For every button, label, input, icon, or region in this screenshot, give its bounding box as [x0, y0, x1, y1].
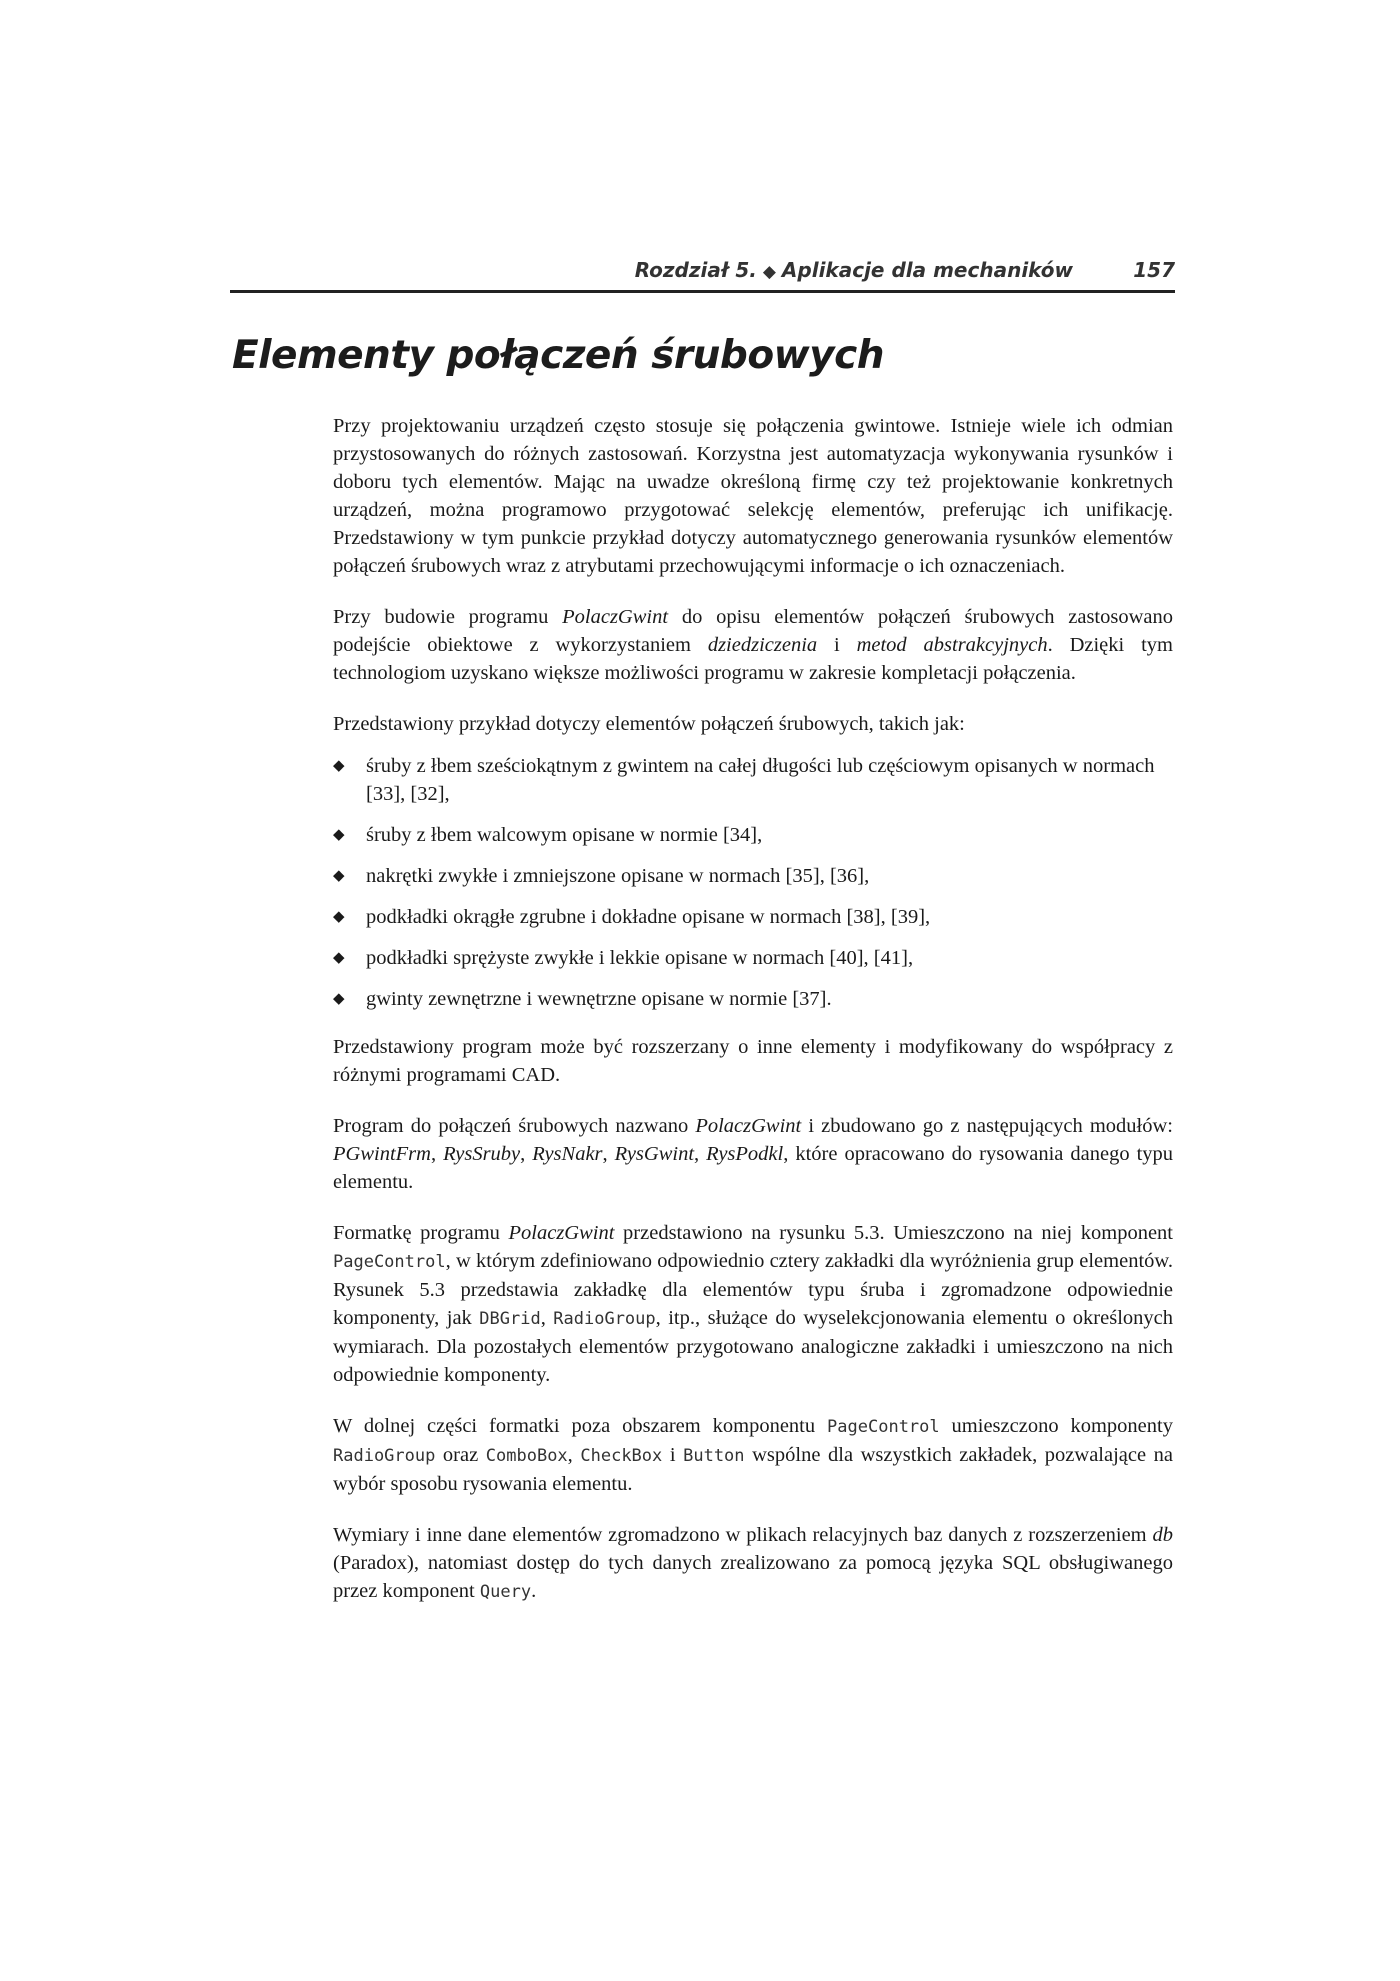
- text-run: i zbudowano go z następujących modułów:: [801, 1115, 1173, 1137]
- code-component-name: Query: [479, 1582, 532, 1602]
- emphasis-module-name: RysNakr: [532, 1143, 603, 1165]
- list-item-text: podkładki sprężyste zwykłe i lekkie opisane w normach [40], [41],: [366, 947, 914, 969]
- emphasis-extension: db: [1152, 1524, 1173, 1546]
- text-run: , które opracowano do rysowania danego typu elementu.: [333, 1143, 1174, 1193]
- list-item: [333, 903, 1173, 931]
- list-item-text: podkładki okrągłe zgrubne i dokładne opisane w normach [38], [39],: [366, 906, 931, 928]
- chapter-heading: [635, 258, 1073, 282]
- list-item-text: nakrętki zwykłe i zmniejszone opisane w normach [35], [36],: [366, 865, 870, 887]
- list-item-text: gwinty zewnętrzne i wewnętrzne opisane w normie [37].: [366, 988, 832, 1010]
- elements-list: [333, 752, 1173, 1013]
- paragraph-modules: [333, 1112, 1173, 1196]
- running-header: [230, 256, 1175, 293]
- text-run: W dolnej części formatki poza obszarem komponentu: [333, 1415, 828, 1437]
- text-run: ,: [540, 1307, 554, 1329]
- diamond-bullet-icon: ◆: [333, 827, 345, 843]
- text-run: ,: [694, 1143, 707, 1165]
- text-run: , w którym zdefiniowano odpowiednio cztery zakładki dla wyróżnienia grup elementów. Rysunek 5.3 przedstawia zakładkę dla elementów typu śruba i zgromadzone odpowiednie komponenty, jak: [333, 1250, 1173, 1329]
- chapter-title: Aplikacje dla mechaników: [781, 258, 1073, 282]
- text-run: oraz: [435, 1444, 486, 1466]
- page-number: 157: [1133, 258, 1175, 282]
- text-run: i: [817, 634, 857, 656]
- list-item-text: śruby z łbem walcowym opisane w normie [34],: [366, 824, 763, 846]
- text-run: przedstawiono na rysunku 5.3. Umieszczono na niej komponent: [614, 1222, 1173, 1244]
- code-component-name: RadioGroup: [553, 1309, 656, 1329]
- section-title: Elementy połączeń śrubowych: [232, 333, 884, 378]
- diamond-bullet-icon: ◆: [333, 950, 345, 966]
- text-run: ,: [430, 1143, 444, 1165]
- paragraph-program-design: [333, 603, 1173, 687]
- text-run: ,: [567, 1444, 581, 1466]
- paragraph-database: [333, 1521, 1173, 1606]
- list-item: [333, 944, 1173, 972]
- text-run: (Paradox), natomiast dostęp do tych danych zrealizowano za pomocą języka SQL obsługiwanego przez komponent: [333, 1552, 1173, 1602]
- emphasis-module-name: PGwintFrm: [333, 1143, 431, 1165]
- emphasis-module-name: RysPodkl: [706, 1143, 784, 1165]
- text-run: do opisu elementów połączeń śrubowych zastosowano podejście obiektowe z wykorzystaniem: [333, 606, 1173, 656]
- diamond-separator-icon: ◆: [762, 262, 776, 282]
- emphasis-program-name: PolaczGwint: [508, 1222, 615, 1244]
- text-run: Wymiary i inne dane elementów zgromadzono w plikach relacyjnych baz danych z rozszerzeniem: [333, 1524, 1153, 1546]
- code-component-name: PageControl: [827, 1417, 940, 1437]
- text-run: i: [662, 1444, 684, 1466]
- emphasis-module-name: RysSruby: [443, 1143, 521, 1165]
- diamond-bullet-icon: ◆: [333, 758, 345, 774]
- text-run: , itp., służące do wyselekcjonowania elementu o określonych wymiarach. Dla pozostałych elementów przygotowano analogiczne zakładki i umieszczono na nich odpowiednie komponenty.: [333, 1307, 1173, 1386]
- code-component-name: CheckBox: [580, 1446, 663, 1466]
- emphasis-program-name: PolaczGwint: [695, 1115, 802, 1137]
- text-run: Program do połączeń śrubowych nazwano: [333, 1115, 696, 1137]
- list-item: [333, 821, 1173, 849]
- emphasis-term: dziedziczenia: [707, 634, 818, 656]
- text-run: ,: [602, 1143, 615, 1165]
- code-component-name: Button: [683, 1446, 745, 1466]
- body-text: [333, 412, 1173, 1629]
- paragraph-lower-form: [333, 1412, 1173, 1498]
- diamond-bullet-icon: ◆: [333, 868, 345, 884]
- emphasis-term: metod abstrakcyjnych: [856, 634, 1048, 656]
- paragraph-list-intro: Przedstawiony przykład dotyczy elementów połączeń śrubowych, takich jak:: [333, 713, 965, 735]
- list-item: [333, 752, 1173, 808]
- text-run: . Dzięki tym technologiom uzyskano większe możliwości programu w zakresie kompletacji połączenia.: [333, 634, 1173, 684]
- code-component-name: PageControl: [333, 1252, 446, 1272]
- paragraph-form: [333, 1219, 1173, 1389]
- list-item-text: śruby z łbem sześciokątnym z gwintem na całej długości lub częściowym opisanych w normach [33], [32],: [366, 755, 1155, 805]
- text-run: Przy budowie programu: [333, 606, 563, 628]
- text-run: wspólne dla wszystkich zakładek, pozwalające na wybór sposobu rysowania elementu.: [333, 1444, 1174, 1495]
- code-component-name: ComboBox: [485, 1446, 568, 1466]
- paragraph-extensibility: Przedstawiony program może być rozszerzany o inne elementy i modyfikowany do współpracy z różnymi programami CAD.: [333, 1036, 1173, 1086]
- emphasis-program-name: PolaczGwint: [562, 606, 669, 628]
- diamond-bullet-icon: ◆: [333, 991, 345, 1007]
- code-component-name: RadioGroup: [333, 1446, 436, 1466]
- text-run: .: [531, 1580, 537, 1602]
- list-item: [333, 985, 1173, 1013]
- text-run: ,: [520, 1143, 533, 1165]
- paragraph-intro: Przy projektowaniu urządzeń często stosuje się połączenia gwintowe. Istnieje wiele ich odmian przystosowanych do różnych zastosowań. Korzystna jest automatyzacja wykonywania rysunków i doboru tych elementów. Mając na uwadze określoną firmę czy też projektowanie konkretnych urządzeń, można programowo przygotować selekcję elementów, preferując ich unifikację. Przedstawiony w tym punkcie przykład dotyczy automatycznego generowania rysunków elementów połączeń śrubowych wraz z atrybutami przechowującymi informacje o ich oznaczeniach.: [333, 415, 1173, 577]
- diamond-bullet-icon: ◆: [333, 909, 345, 925]
- code-component-name: DBGrid: [479, 1309, 541, 1329]
- chapter-label: Rozdział 5.: [634, 258, 757, 282]
- text-run: Formatkę programu: [333, 1222, 509, 1244]
- emphasis-module-name: RysGwint: [614, 1143, 695, 1165]
- text-run: umieszczono komponenty: [939, 1415, 1173, 1437]
- list-item: [333, 862, 1173, 890]
